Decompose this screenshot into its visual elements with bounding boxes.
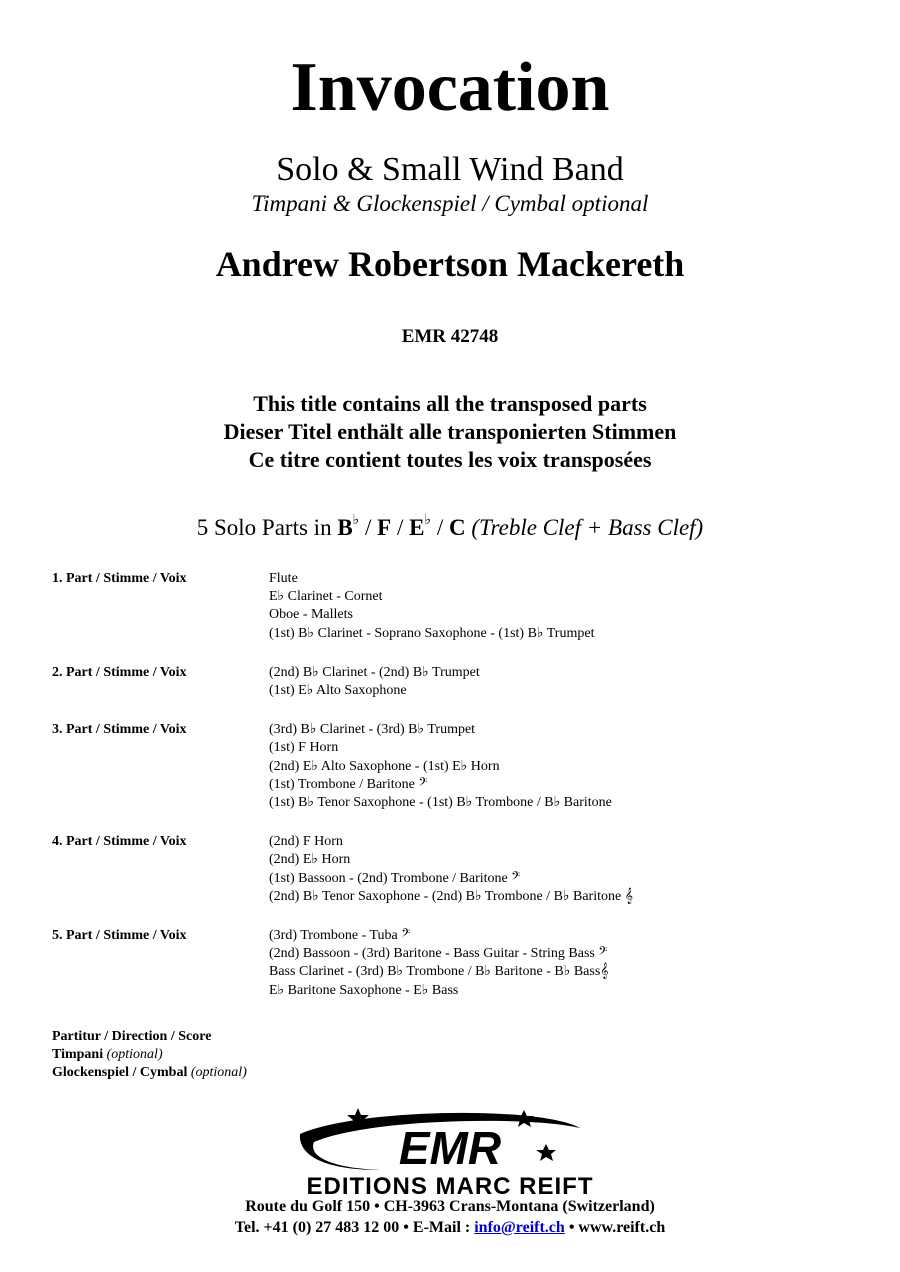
instrument-line: (1st) Bassoon - (2nd) Trombone / Baritone 𝄢	[269, 870, 521, 886]
clefs-note: (Treble Clef + Bass Clef)	[471, 515, 704, 540]
key-e: E	[409, 515, 425, 540]
instrument-line: E♭ Clarinet - Cornet	[269, 589, 383, 605]
part-label: 1. Part / Stimme / Voix	[52, 571, 187, 586]
extra-label: Partitur / Direction / Score	[52, 1029, 212, 1044]
solo-prefix: 5 Solo Parts in	[196, 515, 332, 540]
separator: /	[436, 515, 444, 540]
instrument-line: Oboe - Mallets	[269, 607, 353, 623]
part-label: 3. Part / Stimme / Voix	[52, 722, 187, 738]
star-icon	[536, 1144, 556, 1161]
extra-label: Timpani	[52, 1047, 104, 1062]
part-label: 4. Part / Stimme / Voix	[52, 834, 187, 850]
instrument-line: (3rd) Trombone - Tuba 𝄢	[269, 928, 411, 944]
website: • www.reift.ch	[568, 1219, 666, 1236]
instrument-line: (1st) F Horn	[269, 740, 339, 756]
instrument-line: (2nd) Bassoon - (3rd) Baritone - Bass Guitar - String Bass 𝄢	[269, 946, 608, 962]
publisher-address-block	[0, 1196, 900, 1238]
note-french: Ce titre contient toutes les voix transposées	[248, 447, 652, 472]
instrument-line: (2nd) F Horn	[269, 834, 343, 850]
title: Invocation	[290, 49, 610, 126]
glockenspiel-line	[52, 1064, 247, 1082]
solo-parts-line	[0, 512, 900, 544]
instrument-line: (2nd) B♭ Clarinet - (2nd) B♭ Trumpet	[269, 664, 480, 680]
instrument-line: (1st) B♭ Tenor Saxophone - (1st) B♭ Trombone / B♭ Baritone	[269, 795, 612, 811]
key-c: C	[448, 515, 466, 540]
part-5	[52, 927, 872, 1000]
publisher-contact	[0, 1217, 900, 1238]
publisher-name: EDITIONS MARC REIFT	[306, 1173, 594, 1196]
separator: /	[365, 515, 372, 540]
instrument-line: E♭ Baritone Saxophone - E♭ Bass	[269, 982, 459, 998]
optional-note: (optional)	[190, 1065, 247, 1080]
part-label: 2. Part / Stimme / Voix	[52, 664, 187, 680]
composer: Andrew Robertson Mackereth	[215, 244, 685, 284]
instrument-line: (2nd) E♭ Alto Saxophone - (1st) E♭ Horn	[269, 758, 500, 774]
part-3	[52, 721, 872, 812]
email-link[interactable]: info@reift.ch	[474, 1219, 565, 1236]
logo-emr: EMR	[398, 1122, 502, 1174]
catalog-number: EMR 42748	[401, 326, 499, 347]
part-label: 5. Part / Stimme / Voix	[52, 928, 187, 944]
emr-logo	[240, 1104, 660, 1196]
flat-sign: ♭	[424, 513, 432, 529]
contact-prefix: Tel. +41 (0) 27 483 12 00 • E-Mail :	[234, 1219, 471, 1236]
extras-list	[52, 1028, 247, 1082]
timpani-line	[52, 1046, 247, 1064]
instrument-line: (1st) Trombone / Baritone 𝄢	[269, 776, 428, 792]
instrument-line: Flute	[269, 571, 298, 586]
subtitle: Solo & Small Wind Band	[276, 151, 624, 188]
instrument-line: Bass Clarinet - (3rd) B♭ Trombone / B♭ Baritone - B♭ Bass𝄞	[269, 964, 609, 980]
instrument-line: (2nd) B♭ Tenor Saxophone - (2nd) B♭ Trombone / B♭ Baritone 𝄞	[269, 888, 633, 904]
parts-list	[52, 570, 872, 1021]
instrument-line: (1st) E♭ Alto Saxophone	[269, 683, 407, 699]
optional-note: (optional)	[106, 1047, 163, 1062]
flat-sign: ♭	[352, 513, 360, 529]
score-line	[52, 1028, 247, 1046]
instrument-line: (1st) B♭ Clarinet - Soprano Saxophone - (1st) B♭ Trumpet	[269, 625, 595, 641]
instrument-line: (2nd) E♭ Horn	[269, 852, 351, 868]
part-4	[52, 833, 872, 906]
key-f: F	[377, 515, 392, 540]
subtitle-note: Timpani & Glockenspiel / Cymbal optional	[251, 191, 649, 216]
part-1	[52, 570, 872, 643]
part-2	[52, 664, 872, 700]
instrument-line: (3rd) B♭ Clarinet - (3rd) B♭ Trumpet	[269, 722, 476, 738]
publisher-address: Route du Golf 150 • CH-3963 Crans-Montana (Switzerland)	[245, 1198, 655, 1215]
note-german: Dieser Titel enthält alle transponierten Stimmen	[223, 419, 677, 444]
separator: /	[396, 515, 404, 540]
extra-label: Glockenspiel / Cymbal	[52, 1065, 188, 1080]
key-b: B	[337, 515, 353, 540]
note-english: This title contains all the transposed parts	[253, 391, 647, 416]
